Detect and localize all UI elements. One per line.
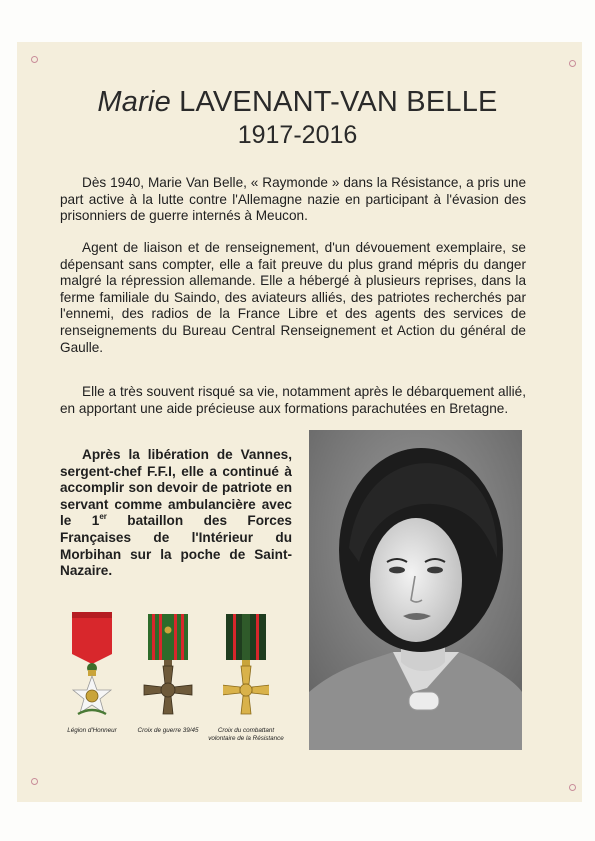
life-years: 1917-2016 xyxy=(237,121,358,149)
paragraph-3: Elle a très souvent risqué sa vie, notamment après le débarquement allié, en apportant une aide précieuse aux formations parachutées en Bretagne. xyxy=(60,384,526,416)
paragraph-4 xyxy=(60,447,292,580)
medal-caption-2: Croix de guerre 39/45 xyxy=(137,727,199,734)
paragraph-4-text-end: bataillon des Forces Françaises de l'Intérieur du Morbihan sur la poche de Saint-Nazaire. xyxy=(60,513,292,579)
page-title xyxy=(0,86,595,119)
corner-dot-top-right xyxy=(569,60,576,67)
title-family-name: LAVENANT-VAN BELLE xyxy=(179,86,498,118)
croix-combattant-resistance-medal-icon xyxy=(223,612,269,722)
portrait-photo xyxy=(309,430,522,750)
medal-caption-1: Légion d'Honneur xyxy=(67,727,117,734)
paragraph-1: Dès 1940, Marie Van Belle, « Raymonde » dans la Résistance, a pris une part active à la lutte contre l'Allemagne nazie en participant à l'évasion des prisonniers de guerre internés à Meucon. xyxy=(60,175,526,224)
medal-caption-3: Croix du combattant volontaire de la Résistance xyxy=(208,727,284,742)
corner-dot-top-left xyxy=(31,56,38,63)
paragraph-4-text: Après la libération de Vannes, sergent-chef F.F.I, elle a continué à accomplir son devoir de patriote en servant comme ambulancière avec le 1 xyxy=(60,447,292,529)
corner-dot-bottom-right xyxy=(569,784,576,791)
legion-honneur-medal-icon xyxy=(68,610,116,722)
paragraph-2: Agent de liaison et de renseignement, d'un dévouement exemplaire, se dépensant sans compter, elle a fait preuve du plus grand mépris du danger malgré la répression allemande. Elle a hébergé à plusieurs reprises, dans la ferme familiale du Saindo, des aviateurs alliés, des patriotes recherchés par l'ennemi, des radios de la France Libre et des agents des services de renseignements du Bureau Central Renseignement et Action du général de Gaulle. xyxy=(60,240,526,355)
croix-de-guerre-medal-icon xyxy=(143,612,193,722)
corner-dot-bottom-left xyxy=(31,778,38,785)
title-given-name: Marie xyxy=(97,86,171,118)
paragraph-4-superscript: er xyxy=(99,512,107,522)
portrait-illustration xyxy=(309,430,522,750)
